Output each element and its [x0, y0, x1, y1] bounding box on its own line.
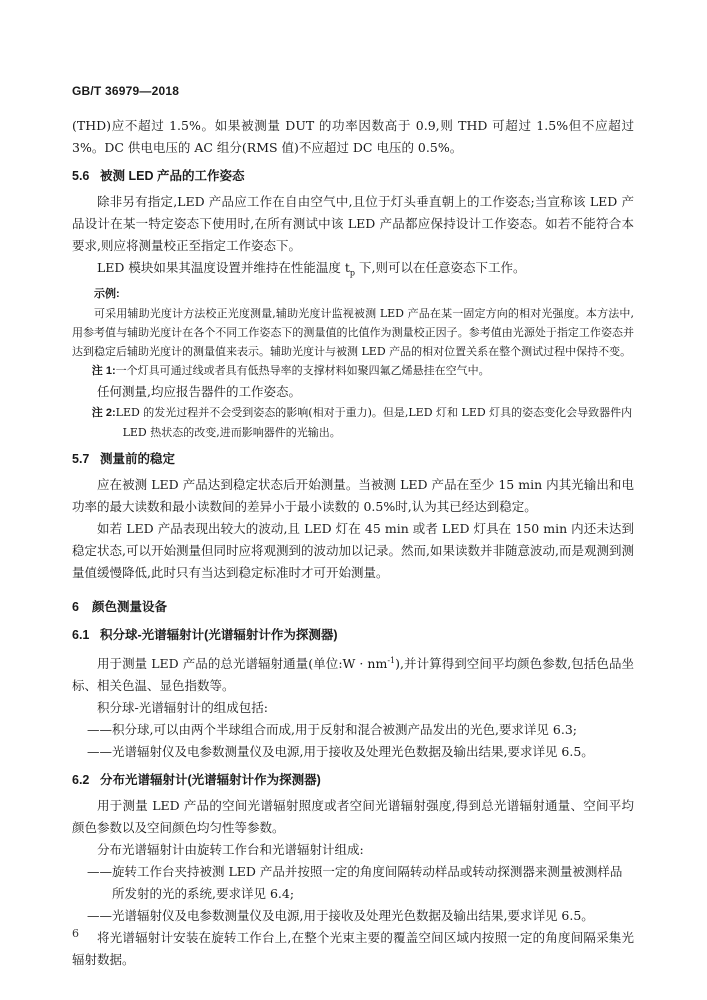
- section-heading-5-6: [72, 165, 634, 187]
- section-heading-6-2: [72, 769, 634, 791]
- paragraph: 应在被测 LED 产品达到稳定状态后开始测量。当被测 LED 产品在至少 15 min 内其光输出和电功率的最大读数和最小读数间的差异小于最小读数的 0.5%时,认为其已经达到稳定。: [72, 476, 634, 514]
- section-number: 6: [72, 599, 79, 614]
- list-item-text: 积分球,可以由两个半球组合而成,用于反射和混合被测产品发出的光色,要求详见 6.3;: [112, 721, 577, 737]
- note-text: LED 的发光过程并不会受到姿态的影响(相对于重力)。但是,LED 灯和 LED 灯具的姿态变化会导致器件内 LED 热状态的改变,进而影响器件的光输出。: [115, 405, 633, 439]
- paragraph: 除非另有指定,LED 产品应工作在自由空气中,且位于灯头垂直朝上的工作姿态;当宣称该 LED 产品设计在某一特定姿态下使用时,在所有测试中该 LED 产品都应保持设计工作姿态。如若不能符合本要求,则应将测量校正至指定工作姿态下。: [72, 194, 634, 253]
- note-label: 注 2:: [91, 406, 116, 419]
- subscript: p: [349, 268, 356, 278]
- paragraph-text: LED 模块如果其温度设置并维持在性能温度 t: [97, 260, 350, 275]
- section-title: 被测 LED 产品的工作姿态: [100, 169, 245, 183]
- note-2: [72, 403, 634, 442]
- section-heading-5-7: [72, 448, 634, 470]
- list-item: [72, 719, 634, 741]
- dash-mark: ——: [87, 721, 112, 737]
- section-number: 5.6: [72, 169, 90, 183]
- section-heading-6: [72, 596, 634, 618]
- list-item-text: 光谱辐射仪及电参数测量仪及电源,用于接收及处理光色数据及输出结果,要求详见 6.5。: [112, 743, 594, 759]
- section-title: 分布光谱辐射计(光谱辐射计作为探测器): [100, 772, 321, 787]
- list-item: [72, 905, 634, 927]
- section-title: 测量前的稳定: [100, 451, 176, 466]
- section-heading-6-1: [72, 624, 634, 646]
- superscript: -1: [387, 655, 396, 665]
- document-code: GB/T 36979—2018: [72, 84, 180, 98]
- list-item-text: 光谱辐射仪及电参数测量仪及电源,用于接收及处理光色数据及输出结果,要求详见 6.5。: [112, 907, 594, 923]
- section-number: 6.2: [72, 772, 90, 787]
- note-1: [72, 361, 634, 381]
- page-body: [72, 115, 634, 971]
- paragraph: [72, 257, 634, 285]
- section-number: 6.1: [72, 627, 90, 642]
- section-title: 颜色测量设备: [92, 599, 168, 614]
- section-number: 5.7: [72, 451, 90, 466]
- paragraph: 将光谱辐射计安装在旋转工作台上,在整个光束主要的覆盖空间区域内按照一定的角度间隔采集光辐射数据。: [72, 929, 634, 967]
- example-label: 示例:: [94, 287, 120, 300]
- continued-paragraph: (THD)应不超过 1.5%。如果被测量 DUT 的功率因数高于 0.9,则 THD 可超过 1.5%但不应超过 3%。DC 供电电压的 AC 组分(RMS 值)不应超过 DC 电压的 0.5%。: [72, 118, 634, 155]
- paragraph: 如若 LED 产品表现出较大的波动,且 LED 灯在 45 min 或者 LED 灯具在 150 min 内还未达到稳定状态,可以开始测量但同时应将观测到的波动加以记录。然而,如果读数并非随意波动,而是观测到测量值缓慢降低,此时只有当达到稳定标准时才可开始测量。: [72, 520, 634, 580]
- paragraph-text: ),并计算得到空间平均颜色参数,包括色品坐标、相关色温、显色指数等。: [72, 655, 635, 693]
- list-item: [72, 741, 634, 763]
- example-text: 可采用辅助光度计方法校正光度测量,辅助光度计监视被测 LED 产品在某一固定方向的相对光强度。本方法中,用参考值与辅助光度计在各个不同工作姿态下的测量值的比值作为测量校正因子。参考值由光源处于指定工作姿态并达到稳定后辅助光度计的测量值来表示。辅助光度计与被测 LED 产品的相对位置关系在整个测试过程中保持不变。: [72, 306, 634, 358]
- list-item: [72, 861, 634, 905]
- dash-mark: ——: [87, 907, 112, 923]
- paragraph-text: 用于测量 LED 产品的总光谱辐射通量(单位:W · nm: [97, 655, 388, 671]
- paragraph: 分布光谱辐射计由旋转工作台和光谱辐射计组成:: [97, 841, 364, 857]
- note-text: 一个灯具可通过线或者具有低热导率的支撑材料如聚四氟乙烯悬挂在空气中。: [115, 363, 490, 377]
- note-label: 注 1:: [91, 364, 116, 377]
- paragraph-text: 下,则可以在任意姿态下工作。: [355, 260, 526, 275]
- section-title: 积分球-光谱辐射计(光谱辐射计作为探测器): [100, 627, 338, 642]
- list-item-text: 旋转工作台夹持被测 LED 产品并按照一定的角度间隔转动样品或转动探测器来测量被测样品所发射的光的系统,要求详见 6.4;: [112, 863, 623, 901]
- dash-mark: ——: [87, 743, 112, 759]
- paragraph: 用于测量 LED 产品的空间光谱辐射照度或者空间光谱辐射强度,得到总光谱辐射通量、空间平均颜色参数以及空间颜色均匀性等参数。: [72, 797, 634, 835]
- page-number: 6: [72, 927, 79, 940]
- dash-mark: ——: [87, 863, 112, 879]
- paragraph: 积分球-光谱辐射计的组成包括:: [97, 699, 268, 715]
- paragraph: [72, 650, 634, 697]
- paragraph: 任何测量,均应报告器件的工作姿态。: [97, 383, 301, 399]
